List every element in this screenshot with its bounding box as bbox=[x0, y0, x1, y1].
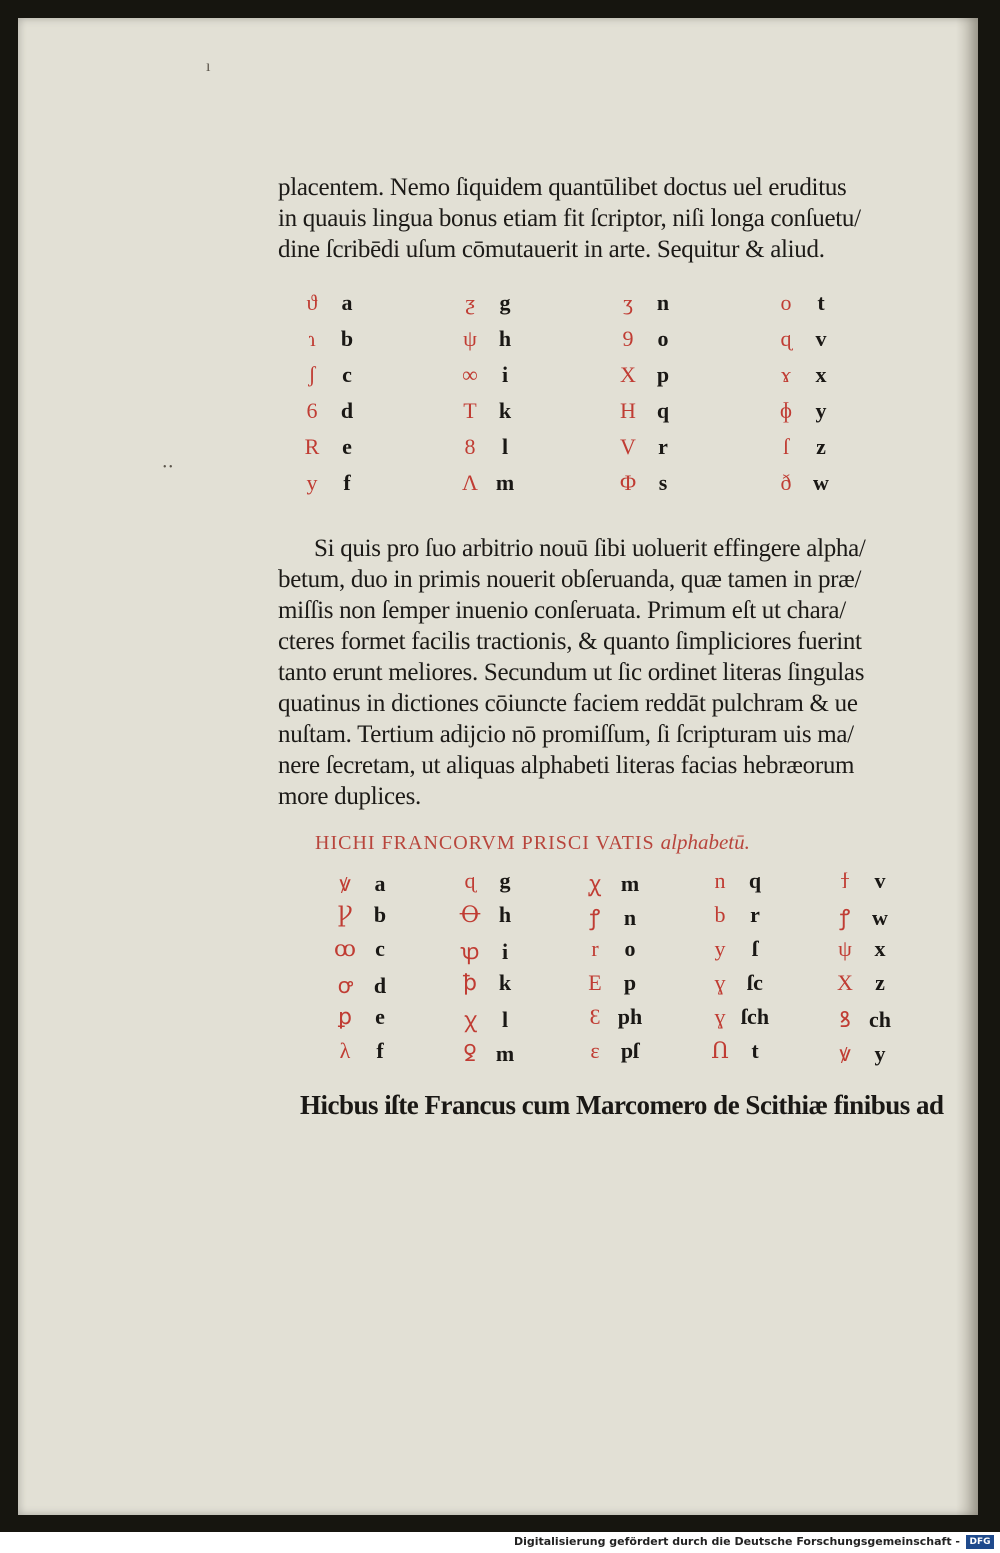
alphabet-pair bbox=[450, 1004, 520, 1034]
footer-credit: Digitalisierung gefördert durch die Deutsche Forschungsgemeinschaft - bbox=[513, 1535, 960, 1548]
cipher-glyph: ð bbox=[780, 470, 792, 495]
alphabet-pair bbox=[575, 936, 645, 966]
alphabet-pair bbox=[450, 362, 520, 392]
latin-letter: i bbox=[501, 939, 509, 964]
latin-letter: t bbox=[817, 290, 825, 315]
latin-letter: i bbox=[501, 362, 509, 387]
cipher-glyph: r bbox=[591, 936, 599, 961]
cipher-glyph: Λ bbox=[462, 470, 478, 495]
alphabet-pair bbox=[700, 868, 770, 898]
text-line: tanto erunt meliores. Secundum ut ſic ordinet literas ſingulas bbox=[278, 659, 865, 686]
paragraph-rules bbox=[278, 533, 908, 812]
latin-letter: b bbox=[373, 902, 387, 927]
cipher-glyph: ɸ bbox=[779, 398, 793, 423]
latin-letter: m bbox=[495, 1041, 515, 1066]
alphabet-pair bbox=[325, 1004, 395, 1034]
cipher-glyph: Ꝋ bbox=[459, 902, 481, 927]
cipher-glyph: ɋ bbox=[464, 868, 476, 893]
alphabet-pair bbox=[825, 970, 895, 1000]
latin-letter: b bbox=[340, 326, 354, 351]
latin-letter: ſch bbox=[740, 1004, 770, 1029]
alphabet-pair bbox=[700, 902, 770, 932]
cipher-glyph: ψ bbox=[463, 326, 477, 351]
heading-caps: HICHI FRANCORVM PRISCI VATIS bbox=[315, 832, 655, 854]
alphabet-pair bbox=[292, 434, 362, 464]
cipher-glyph: V bbox=[620, 434, 636, 459]
latin-letter: p bbox=[623, 970, 637, 995]
alphabet-pair bbox=[450, 868, 520, 898]
alphabet-pair bbox=[450, 970, 520, 1000]
latin-letter: l bbox=[501, 434, 509, 459]
text-line: nere ſecretam, ut aliquas alphabeti literas facias hebræorum bbox=[278, 752, 855, 779]
alphabet-pair bbox=[450, 290, 520, 320]
alphabet-pair bbox=[825, 1004, 895, 1034]
latin-letter: q bbox=[748, 868, 762, 893]
text-line: miſſis non ſemper inuenio conſeruata. Primum eſt ut chara/ bbox=[278, 597, 846, 624]
alphabet-pair bbox=[766, 470, 836, 500]
alphabet-pair bbox=[608, 470, 678, 500]
alphabet-pair bbox=[292, 362, 362, 392]
text-line: more duplices. bbox=[278, 783, 421, 810]
alphabet-pair bbox=[766, 326, 836, 356]
latin-letter: k bbox=[498, 398, 512, 423]
alphabet-pair bbox=[608, 362, 678, 392]
latin-letter: h bbox=[498, 326, 512, 351]
dfg-logo: DFG bbox=[966, 1535, 994, 1549]
latin-letter: d bbox=[340, 398, 354, 423]
alphabet-pair bbox=[825, 1038, 895, 1068]
cipher-glyph: X bbox=[837, 970, 853, 995]
cipher-glyph: ꝟ bbox=[339, 871, 351, 896]
cipher-glyph: ꝍ bbox=[337, 973, 353, 998]
latin-letter: m bbox=[495, 470, 515, 495]
latin-letter: a bbox=[374, 871, 386, 896]
cipher-glyph: b bbox=[714, 902, 726, 927]
cipher-glyph: E bbox=[588, 970, 602, 995]
cipher-glyph: Ꝩ bbox=[337, 902, 353, 927]
alphabet-pair bbox=[608, 398, 678, 428]
latin-letter: w bbox=[813, 470, 829, 495]
latin-letter: a bbox=[341, 290, 353, 315]
latin-letter: r bbox=[658, 434, 668, 459]
latin-letter: r bbox=[750, 902, 760, 927]
cipher-glyph: ε bbox=[590, 1038, 600, 1063]
cipher-glyph: ʃ bbox=[308, 362, 316, 387]
cipher-glyph: ꝸ bbox=[839, 1007, 851, 1032]
cipher-glyph: H bbox=[620, 398, 636, 423]
cipher-glyph: ꝟ bbox=[839, 1041, 851, 1066]
latin-letter: p bbox=[656, 362, 670, 387]
latin-letter: e bbox=[342, 434, 352, 459]
latin-letter: k bbox=[498, 970, 512, 995]
alphabet-pair bbox=[700, 1038, 770, 1068]
alphabet-pair bbox=[450, 902, 520, 932]
alphabet-pair bbox=[700, 970, 770, 1000]
latin-letter: x bbox=[874, 936, 886, 961]
text-line: in quauis lingua bonus etiam fit ſcriptor, niſi longa conſuetu/ bbox=[278, 205, 861, 232]
alphabet-pair bbox=[825, 868, 895, 898]
latin-letter: o bbox=[624, 936, 636, 961]
cipher-glyph: ɿ bbox=[308, 326, 316, 351]
cipher-glyph: ϑ bbox=[306, 290, 318, 315]
cipher-glyph: R bbox=[304, 434, 320, 459]
alphabet-pair bbox=[825, 902, 895, 932]
alphabet-pair bbox=[608, 290, 678, 320]
cipher-glyph: ꝥ bbox=[463, 970, 477, 995]
alphabet-pair bbox=[700, 936, 770, 966]
latin-letter: m bbox=[620, 871, 640, 896]
cipher-glyph: y bbox=[714, 936, 726, 961]
latin-letter: e bbox=[375, 1004, 385, 1029]
latin-letter: pſ bbox=[620, 1038, 640, 1063]
cipher-glyph: Ո bbox=[711, 1038, 729, 1063]
latin-letter: c bbox=[342, 362, 352, 387]
cipher-glyph: ɋ bbox=[780, 326, 792, 351]
text-line: dine ſcribēdi uſum cōmutauerit in arte. Sequitur & aliud. bbox=[278, 236, 825, 263]
latin-letter: f bbox=[376, 1038, 384, 1063]
alphabet-pair bbox=[450, 1038, 520, 1068]
alphabet-pair bbox=[766, 398, 836, 428]
paragraph-intro bbox=[278, 172, 908, 265]
cipher-glyph: ꝿ bbox=[463, 1041, 477, 1066]
cipher-glyph: ꝭ bbox=[839, 905, 851, 930]
cipher-glyph: 8 bbox=[464, 434, 476, 459]
cipher-glyph: o bbox=[780, 290, 792, 315]
cipher-glyph: y bbox=[306, 470, 318, 495]
text-line: quatinus in dictiones cōiuncte faciem reddāt pulchram & ue bbox=[278, 690, 858, 717]
latin-letter: o bbox=[657, 326, 669, 351]
heading-tail: alphabetū. bbox=[660, 830, 750, 854]
alphabet-pair bbox=[325, 868, 395, 898]
text-line: nuſtam. Tertium adijcio nō promiſſum, ſi ſcripturam uis ma/ bbox=[278, 721, 854, 748]
cipher-glyph: ɣ bbox=[714, 970, 726, 995]
closing-line: Hicbus iſte Francus cum Marcomero de Scithiæ finibus ad bbox=[300, 1090, 944, 1120]
alphabet-pair bbox=[450, 470, 520, 500]
cipher-glyph: ꭓ bbox=[463, 1007, 477, 1032]
latin-letter: f bbox=[343, 470, 351, 495]
cipher-glyph: Ɛ bbox=[589, 1004, 601, 1029]
cipher-glyph: 9 bbox=[622, 326, 634, 351]
latin-letter: ph bbox=[617, 1004, 643, 1029]
alphabet-pair bbox=[608, 434, 678, 464]
alphabet-heading bbox=[315, 830, 750, 855]
latin-letter: z bbox=[816, 434, 826, 459]
latin-letter: q bbox=[656, 398, 670, 423]
latin-letter: ſ bbox=[751, 936, 759, 961]
latin-letter: ch bbox=[869, 1007, 891, 1032]
alphabet-pair bbox=[450, 326, 520, 356]
latin-letter: y bbox=[815, 398, 827, 423]
latin-letter: g bbox=[499, 868, 511, 893]
margin-dots: • • bbox=[163, 462, 173, 473]
cipher-glyph: ꝏ bbox=[334, 936, 356, 961]
cipher-glyph: ꭕ bbox=[588, 871, 602, 896]
alphabet-pair bbox=[325, 902, 395, 932]
latin-letter: n bbox=[623, 905, 637, 930]
alphabet-pair bbox=[575, 1004, 645, 1034]
alphabet-pair bbox=[325, 936, 395, 966]
cipher-glyph: Φ bbox=[619, 470, 637, 495]
latin-letter: v bbox=[815, 326, 827, 351]
cipher-glyph: ʒ bbox=[623, 290, 633, 315]
alphabet-pair bbox=[575, 970, 645, 1000]
text-line: placentem. Nemo ſiquidem quantūlibet doctus uel eruditus bbox=[278, 174, 847, 201]
cipher-glyph: ꝭ bbox=[589, 905, 601, 930]
alphabet-pair bbox=[766, 434, 836, 464]
latin-letter: c bbox=[375, 936, 385, 961]
cipher-glyph: ψ bbox=[838, 936, 852, 961]
alphabet-pair bbox=[575, 868, 645, 898]
cipher-glyph: ſ bbox=[782, 434, 790, 459]
latin-letter: g bbox=[499, 290, 511, 315]
alphabet-pair bbox=[766, 362, 836, 392]
alphabet-pair bbox=[825, 936, 895, 966]
text-line: Si quis pro ſuo arbitrio nouū ſibi uoluerit effingere alpha/ bbox=[314, 535, 866, 562]
latin-letter: z bbox=[875, 970, 885, 995]
cipher-glyph: T bbox=[463, 398, 477, 423]
latin-letter: n bbox=[656, 290, 670, 315]
alphabet-pair bbox=[292, 326, 362, 356]
alphabet-pair bbox=[575, 902, 645, 932]
alphabet-pair bbox=[292, 290, 362, 320]
latin-letter: s bbox=[658, 470, 668, 495]
latin-letter: d bbox=[373, 973, 387, 998]
page-gutter-shadow bbox=[956, 18, 978, 1515]
cipher-glyph: ꝑ bbox=[338, 1004, 352, 1029]
alphabet-pair bbox=[450, 434, 520, 464]
text-line: cteres formet facilis tractionis, & quanto ſimpliciores fuerint bbox=[278, 628, 862, 655]
alphabet-pair bbox=[700, 1004, 770, 1034]
page-top-mark: ı bbox=[206, 58, 211, 75]
latin-letter: l bbox=[501, 1007, 509, 1032]
cipher-glyph: ꝕ bbox=[460, 939, 480, 964]
latin-letter: y bbox=[874, 1041, 886, 1066]
latin-letter: ſc bbox=[747, 970, 763, 995]
digitization-footer bbox=[0, 1532, 1000, 1553]
cipher-glyph: ɣ bbox=[714, 1004, 726, 1029]
cipher-glyph: X bbox=[620, 362, 636, 387]
cipher-glyph: ɤ bbox=[781, 362, 791, 387]
alphabet-pair bbox=[575, 1038, 645, 1068]
cipher-glyph: ϯ bbox=[840, 868, 850, 893]
alphabet-pair bbox=[292, 398, 362, 428]
alphabet-pair bbox=[766, 290, 836, 320]
cipher-glyph: ƺ bbox=[465, 290, 475, 315]
latin-letter: t bbox=[751, 1038, 759, 1063]
text-line: betum, duo in primis nouerit obſeruanda, quæ tamen in præ/ bbox=[278, 566, 862, 593]
cipher-glyph: n bbox=[714, 868, 726, 893]
alphabet-pair bbox=[325, 1038, 395, 1068]
alphabet-pair bbox=[450, 398, 520, 428]
latin-letter: h bbox=[498, 902, 512, 927]
alphabet-pair bbox=[608, 326, 678, 356]
latin-letter: w bbox=[872, 905, 888, 930]
alphabet-pair bbox=[292, 470, 362, 500]
alphabet-pair bbox=[450, 936, 520, 966]
alphabet-pair bbox=[325, 970, 395, 1000]
cipher-glyph: 6 bbox=[306, 398, 318, 423]
latin-letter: x bbox=[815, 362, 827, 387]
latin-letter: v bbox=[874, 868, 886, 893]
cipher-glyph: λ bbox=[339, 1038, 351, 1063]
cipher-glyph: ∞ bbox=[462, 362, 478, 387]
